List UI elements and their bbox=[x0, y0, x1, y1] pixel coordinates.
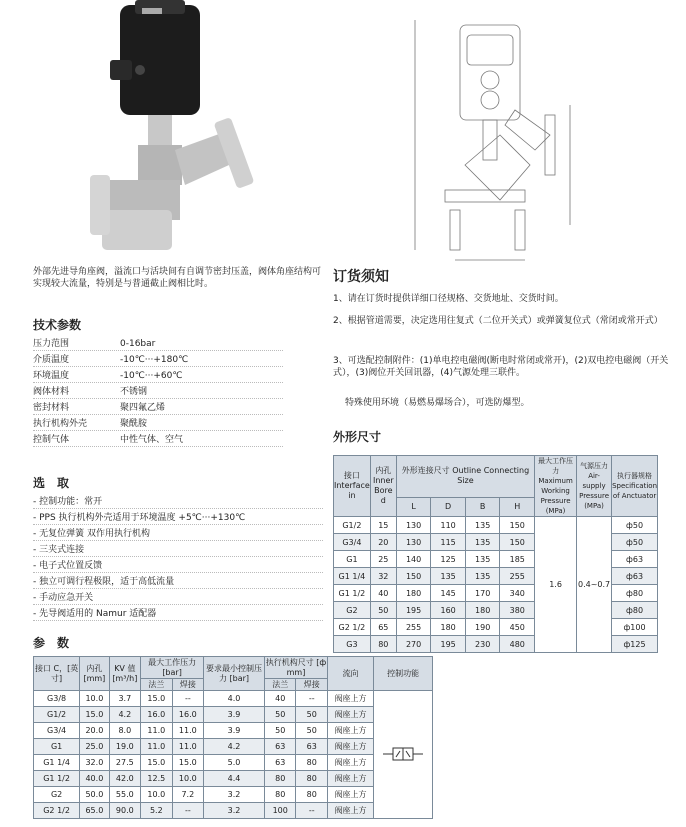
cell: 180 bbox=[396, 585, 431, 602]
cell: 80 bbox=[296, 787, 328, 803]
params-h-act: 执行机构尺寸 [ф mm] bbox=[265, 657, 327, 677]
cell: ф80 bbox=[612, 585, 658, 602]
params-h-flange2: 法兰 bbox=[264, 679, 296, 691]
cell: 32 bbox=[370, 568, 396, 585]
outline-h-air: 气源压力 Air-supply Pressure (MPa) bbox=[577, 456, 612, 517]
cell: 270 bbox=[396, 636, 431, 653]
cell: G2 1/2 bbox=[34, 803, 80, 819]
option-item: - PPS 执行机构外壳适用于环境温度 +5℃···+130℃ bbox=[33, 511, 323, 525]
cell: 135 bbox=[465, 534, 500, 551]
cell: 3.9 bbox=[204, 707, 265, 723]
cell: 63 bbox=[296, 739, 328, 755]
cell: 8.0 bbox=[109, 723, 141, 739]
cell: 140 bbox=[396, 551, 431, 568]
option-item: - 控制功能：常开 bbox=[33, 495, 323, 509]
cell: 25.0 bbox=[80, 739, 109, 755]
tech-row bbox=[33, 337, 283, 351]
cell: 80 bbox=[296, 771, 328, 787]
params-title: 参 数 bbox=[33, 636, 70, 650]
cell: 40 bbox=[370, 585, 396, 602]
option-item: - 独立可调行程极限，适于高低流量 bbox=[33, 575, 323, 589]
cell: 4.2 bbox=[109, 707, 141, 723]
cell: 135 bbox=[465, 551, 500, 568]
cell: 65.0 bbox=[80, 803, 109, 819]
tech-row bbox=[33, 417, 283, 431]
tech-row bbox=[33, 385, 283, 399]
cell: G1 1/4 bbox=[334, 568, 371, 585]
cell: 25 bbox=[370, 551, 396, 568]
cell: 7.2 bbox=[172, 787, 204, 803]
cell: 180 bbox=[431, 619, 466, 636]
params-h-bore: 内孔 [mm] bbox=[80, 657, 109, 691]
params-table bbox=[33, 656, 433, 819]
cell: G1 1/4 bbox=[34, 755, 80, 771]
cell: G2 bbox=[334, 602, 371, 619]
cell: 50 bbox=[264, 723, 296, 739]
cell: G3 bbox=[334, 636, 371, 653]
cell: ф63 bbox=[612, 551, 658, 568]
cell: 160 bbox=[431, 602, 466, 619]
cell: 阀座上方 bbox=[327, 723, 373, 739]
cell: 125 bbox=[431, 551, 466, 568]
cell: -- bbox=[296, 691, 328, 707]
cell: 150 bbox=[500, 517, 535, 534]
tech-key: 介质温度 bbox=[33, 355, 70, 365]
params-h-maxp: 最大工作压力 [bar] bbox=[141, 657, 204, 679]
valve-drawing bbox=[405, 15, 605, 270]
cell: 40.0 bbox=[80, 771, 109, 787]
tech-key: 环境温度 bbox=[33, 371, 70, 381]
cell: 10.0 bbox=[141, 787, 173, 803]
cell: G1 1/2 bbox=[34, 771, 80, 787]
cell: -- bbox=[296, 803, 328, 819]
tech-row bbox=[33, 433, 283, 447]
cell: 150 bbox=[396, 568, 431, 585]
cell: 185 bbox=[500, 551, 535, 568]
cell: G1 bbox=[334, 551, 371, 568]
cell: 80 bbox=[296, 755, 328, 771]
cell: 255 bbox=[396, 619, 431, 636]
outline-h-l: L bbox=[396, 497, 431, 516]
cell: G2 bbox=[34, 787, 80, 803]
params-h-flange: 法兰 bbox=[141, 679, 173, 691]
cell: 80 bbox=[370, 636, 396, 653]
cell: 11.0 bbox=[141, 739, 173, 755]
cell: 阀座上方 bbox=[327, 803, 373, 819]
cell: G1/2 bbox=[34, 707, 80, 723]
valve-photo bbox=[80, 0, 270, 255]
cell: 阀座上方 bbox=[327, 771, 373, 787]
cell: 4.0 bbox=[204, 691, 265, 707]
tech-value: 聚酰胺 bbox=[120, 419, 148, 429]
order-item-2: 2、根据管道需要，决定选用往复式（二位开关式）或弹簧复位式（常闭或常开式） bbox=[333, 316, 663, 326]
cell: 110 bbox=[431, 517, 466, 534]
params-h-ctrl: 控制功能 bbox=[374, 657, 433, 691]
params-h-kv: KV 值 [m³/h] bbox=[109, 657, 141, 691]
cell: 40 bbox=[264, 691, 296, 707]
cell: 90.0 bbox=[109, 803, 141, 819]
cell: G1/2 bbox=[334, 517, 371, 534]
cell: G2 1/2 bbox=[334, 619, 371, 636]
cell: 20.0 bbox=[80, 723, 109, 739]
cell: G1 1/2 bbox=[334, 585, 371, 602]
cell: 42.0 bbox=[109, 771, 141, 787]
cell: 15.0 bbox=[141, 691, 173, 707]
cell: 50 bbox=[264, 707, 296, 723]
params-h-flow: 流向 bbox=[327, 657, 373, 691]
option-item: - 电子式位置反馈 bbox=[33, 559, 323, 573]
cell: 3.2 bbox=[204, 787, 265, 803]
tech-title: 技术参数 bbox=[33, 318, 82, 332]
outline-h-b: B bbox=[465, 497, 500, 516]
cell: 阀座上方 bbox=[327, 739, 373, 755]
tech-key: 压力范围 bbox=[33, 339, 70, 349]
cell: 20 bbox=[370, 534, 396, 551]
cell: 阀座上方 bbox=[327, 707, 373, 723]
cell: 27.5 bbox=[109, 755, 141, 771]
cell: 480 bbox=[500, 636, 535, 653]
cell: 阀座上方 bbox=[327, 691, 373, 707]
cell: ф63 bbox=[612, 568, 658, 585]
cell: 11.0 bbox=[172, 739, 204, 755]
options-title: 选 取 bbox=[33, 476, 70, 490]
tech-row bbox=[33, 353, 283, 367]
cell: 10.0 bbox=[80, 691, 109, 707]
tech-value: -10℃···+60℃ bbox=[120, 371, 183, 381]
cell: 19.0 bbox=[109, 739, 141, 755]
cell: 195 bbox=[431, 636, 466, 653]
option-item: - 手动应急开关 bbox=[33, 591, 323, 605]
cell: 195 bbox=[396, 602, 431, 619]
cell: 16.0 bbox=[172, 707, 204, 723]
cell: 63 bbox=[264, 739, 296, 755]
cell: 阀座上方 bbox=[327, 787, 373, 803]
cell: ф125 bbox=[612, 636, 658, 653]
tech-key: 控制气体 bbox=[33, 435, 70, 445]
cell: ф50 bbox=[612, 517, 658, 534]
cell: 11.0 bbox=[141, 723, 173, 739]
cell: 50.0 bbox=[80, 787, 109, 803]
option-item: - 先导阀适用的 Namur 适配器 bbox=[33, 607, 323, 621]
cell: 80 bbox=[264, 787, 296, 803]
cell: 63 bbox=[264, 755, 296, 771]
params-h-weld: 焊接 bbox=[172, 679, 204, 691]
params-h-weld2: 焊接 bbox=[296, 679, 328, 691]
order-item-1: 1、请在订货时提供详细口径规格、交货地址、交货时间。 bbox=[333, 294, 564, 304]
order-item-4: 特殊使用环境（易燃易爆场合），可选防爆型。 bbox=[345, 398, 530, 408]
cell: ф50 bbox=[612, 534, 658, 551]
cell: 190 bbox=[465, 619, 500, 636]
cell: 230 bbox=[465, 636, 500, 653]
cell: 135 bbox=[465, 568, 500, 585]
cell: 32.0 bbox=[80, 755, 109, 771]
cell: G3/4 bbox=[34, 723, 80, 739]
cell: 55.0 bbox=[109, 787, 141, 803]
outline-air: 0.4~0.7 bbox=[577, 517, 612, 653]
outline-h-d: D bbox=[431, 497, 466, 516]
cell: 5.2 bbox=[141, 803, 173, 819]
cell: 135 bbox=[465, 517, 500, 534]
cell: 4.4 bbox=[204, 771, 265, 787]
tech-value: 中性气体、空气 bbox=[120, 435, 184, 445]
outline-table bbox=[333, 455, 658, 653]
outline-h-conn: 外形连接尺寸 Outline Connecting Size bbox=[396, 456, 534, 498]
tech-row bbox=[33, 401, 283, 415]
cell: 10.0 bbox=[172, 771, 204, 787]
cell: 65 bbox=[370, 619, 396, 636]
cell: 15.0 bbox=[141, 755, 173, 771]
cell: 450 bbox=[500, 619, 535, 636]
cell: 130 bbox=[396, 534, 431, 551]
outline-h-pressure: 最大工作压力 Maximum Working Pressure (MPa) bbox=[535, 456, 577, 517]
cell: G3/8 bbox=[34, 691, 80, 707]
order-item-3: 3、可选配控制附件：(1)单电控电磁阀(断电时常闭或常开)，(2)双电控电磁阀（开关式），(3)阀位开关回讯器，(4)气源处理三联件。 bbox=[333, 356, 669, 378]
cell: 5.0 bbox=[204, 755, 265, 771]
cell: 380 bbox=[500, 602, 535, 619]
cell: 15.0 bbox=[172, 755, 204, 771]
order-title: 订货须知 bbox=[333, 269, 389, 285]
cell: -- bbox=[172, 803, 204, 819]
option-item: - 三夹式连接 bbox=[33, 543, 323, 557]
cell: 12.5 bbox=[141, 771, 173, 787]
cell: 4.2 bbox=[204, 739, 265, 755]
cell: 180 bbox=[465, 602, 500, 619]
cell: 3.2 bbox=[204, 803, 265, 819]
cell: ф100 bbox=[612, 619, 658, 636]
outline-h-bore: 内孔 Inner Bore d bbox=[370, 456, 396, 517]
cell: 3.7 bbox=[109, 691, 141, 707]
tech-key: 阀体材料 bbox=[33, 387, 70, 397]
cell: 11.0 bbox=[172, 723, 204, 739]
cell: 115 bbox=[431, 534, 466, 551]
intro-text: 外部先进导角座阀，溢流口与活块间有自调节密封压盖，阀体角座结构可实现较大流量，特别是与普通截止阀相比时。 bbox=[33, 267, 322, 289]
cell: 170 bbox=[465, 585, 500, 602]
tech-value: 0-16bar bbox=[120, 339, 156, 349]
cell: 145 bbox=[431, 585, 466, 602]
outline-h-interface: 接口 Interface in bbox=[334, 456, 371, 517]
tech-key: 密封材料 bbox=[33, 403, 70, 413]
cell: G3/4 bbox=[334, 534, 371, 551]
cell: 3.9 bbox=[204, 723, 265, 739]
option-item: - 无复位弹簧 双作用执行机构 bbox=[33, 527, 323, 541]
cell: 255 bbox=[500, 568, 535, 585]
tech-value: 聚四氟乙烯 bbox=[120, 403, 166, 413]
tech-value: -10℃···+180℃ bbox=[120, 355, 189, 365]
outline-h-h: H bbox=[500, 497, 535, 516]
cell: 340 bbox=[500, 585, 535, 602]
tech-row bbox=[33, 369, 283, 383]
cell: 16.0 bbox=[141, 707, 173, 723]
cell: G1 bbox=[34, 739, 80, 755]
cell: 50 bbox=[296, 723, 328, 739]
outline-pressure: 1.6 bbox=[535, 517, 577, 653]
params-h-minp: 要求最小控制压力 [bar] bbox=[204, 657, 265, 691]
cell: 150 bbox=[500, 534, 535, 551]
control-symbol bbox=[374, 691, 433, 819]
cell: 50 bbox=[370, 602, 396, 619]
solenoid-valve-icon bbox=[379, 742, 427, 766]
cell: 50 bbox=[296, 707, 328, 723]
cell: 135 bbox=[431, 568, 466, 585]
tech-key: 执行机构外壳 bbox=[33, 419, 88, 429]
cell: 15 bbox=[370, 517, 396, 534]
cell: 80 bbox=[264, 771, 296, 787]
cell: 100 bbox=[264, 803, 296, 819]
cell: -- bbox=[172, 691, 204, 707]
cell: 15.0 bbox=[80, 707, 109, 723]
outline-title: 外形尺寸 bbox=[333, 430, 382, 444]
tech-value: 不锈钢 bbox=[120, 387, 148, 397]
outline-h-act: 执行器规格 Specification of Anctuator bbox=[612, 456, 658, 517]
cell: ф80 bbox=[612, 602, 658, 619]
cell: 130 bbox=[396, 517, 431, 534]
cell: 阀座上方 bbox=[327, 755, 373, 771]
params-h-interface: 接口 C，[英寸] bbox=[34, 657, 80, 691]
